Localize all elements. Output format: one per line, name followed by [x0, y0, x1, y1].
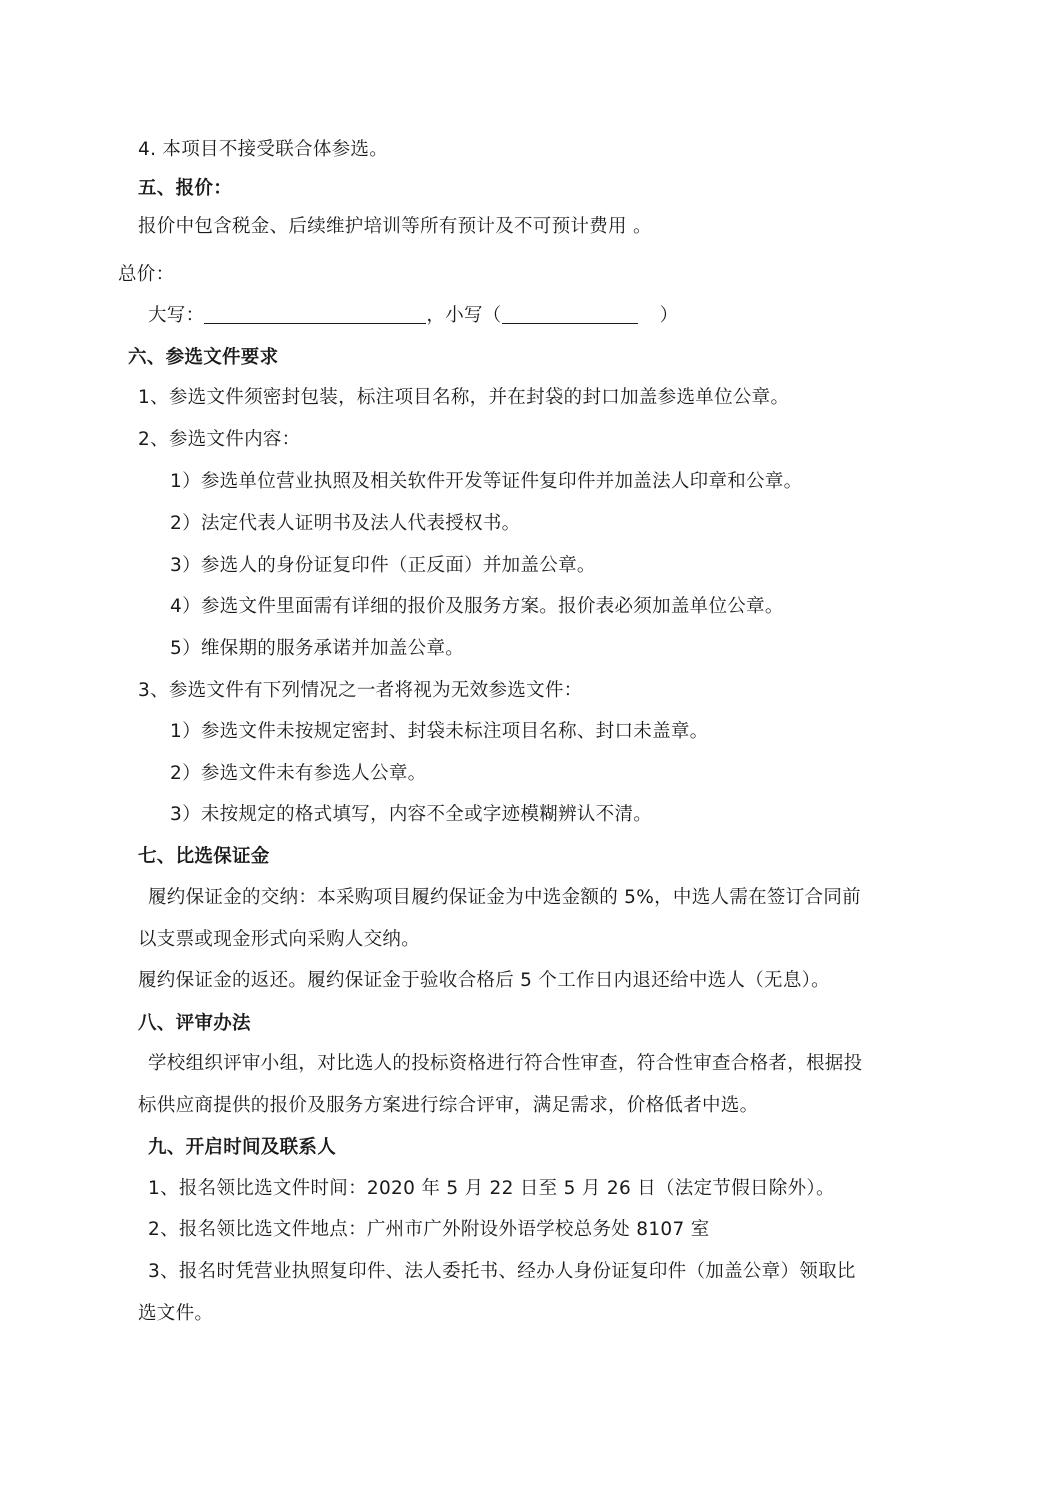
list-item: 2、参选文件内容： [138, 429, 301, 450]
section-heading: 七、比选保证金 [138, 846, 270, 867]
section-heading: 八、评审办法 [138, 1013, 251, 1034]
paragraph: 履约保证金的交纳：本采购项目履约保证金为中选金额的 5%，中选人需在签订合同前 [148, 887, 861, 908]
list-item: 1、报名领比选文件时间：2020 年 5 月 22 日至 5 月 26 日（法定节假日除外）。 [148, 1178, 835, 1199]
list-item: 1、参选文件须密封包装，标注项目名称，并在封袋的封口加盖参选单位公章。 [138, 387, 790, 408]
list-item: 选文件。 [138, 1303, 214, 1324]
list-item: 3、报名时凭营业执照复印件、法人委托书、经办人身份证复印件（加盖公章）领取比 [148, 1261, 856, 1282]
list-item: 3）未按规定的格式填写，内容不全或字迹模糊辨认不清。 [170, 804, 653, 825]
section-heading: 九、开启时间及联系人 [148, 1137, 337, 1158]
total-price-label: 总价： [118, 264, 175, 285]
lowercase-amount-label: ，小写（ [426, 305, 502, 326]
paragraph: 报价中包含税金、后续维护培训等所有预计及不可预计费用 。 [138, 216, 652, 237]
uppercase-amount-blank [204, 305, 426, 324]
list-item: 2、报名领比选文件地点：广州市广外附设外语学校总务处 8107 室 [148, 1219, 710, 1240]
list-item: 4. 本项目不接受联合体参选。 [138, 139, 389, 160]
list-item: 1）参选文件未按规定密封、封袋未标注项目名称、封口未盖章。 [170, 721, 709, 742]
list-item: 1）参选单位营业执照及相关软件开发等证件复印件并加盖法人印章和公章。 [170, 471, 803, 492]
list-item: 2）参选文件未有参选人公章。 [170, 763, 427, 784]
paragraph: 履约保证金的返还。履约保证金于验收合格后 5 个工作日内退还给中选人（无息）。 [138, 970, 830, 991]
list-item: 4）参选文件里面需有详细的报价及服务方案。报价表必须加盖单位公章。 [170, 596, 784, 617]
closing-paren: ） [659, 305, 679, 326]
paragraph: 学校组织评审小组，对比选人的投标资格进行符合性审查，符合性审查合格者，根据投 [148, 1053, 863, 1074]
price-fields-row [148, 304, 678, 328]
section-heading: 五、报价： [138, 178, 233, 199]
paragraph: 标供应商提供的报价及服务方案进行综合评审，满足需求，价格低者中选。 [138, 1095, 759, 1116]
section-heading: 六、参选文件要求 [128, 347, 279, 368]
lowercase-amount-blank [502, 305, 638, 324]
list-item: 3）参选人的身份证复印件（正反面）并加盖公章。 [170, 555, 596, 576]
uppercase-amount-label: 大写： [148, 305, 205, 326]
list-item: 5）维保期的服务承诺并加盖公章。 [170, 638, 465, 659]
list-item: 2）法定代表人证明书及法人代表授权书。 [170, 513, 521, 534]
paragraph: 以支票或现金形式向采购人交纳。 [138, 929, 421, 950]
list-item: 3、参选文件有下列情况之一者将视为无效参选文件： [138, 680, 583, 701]
